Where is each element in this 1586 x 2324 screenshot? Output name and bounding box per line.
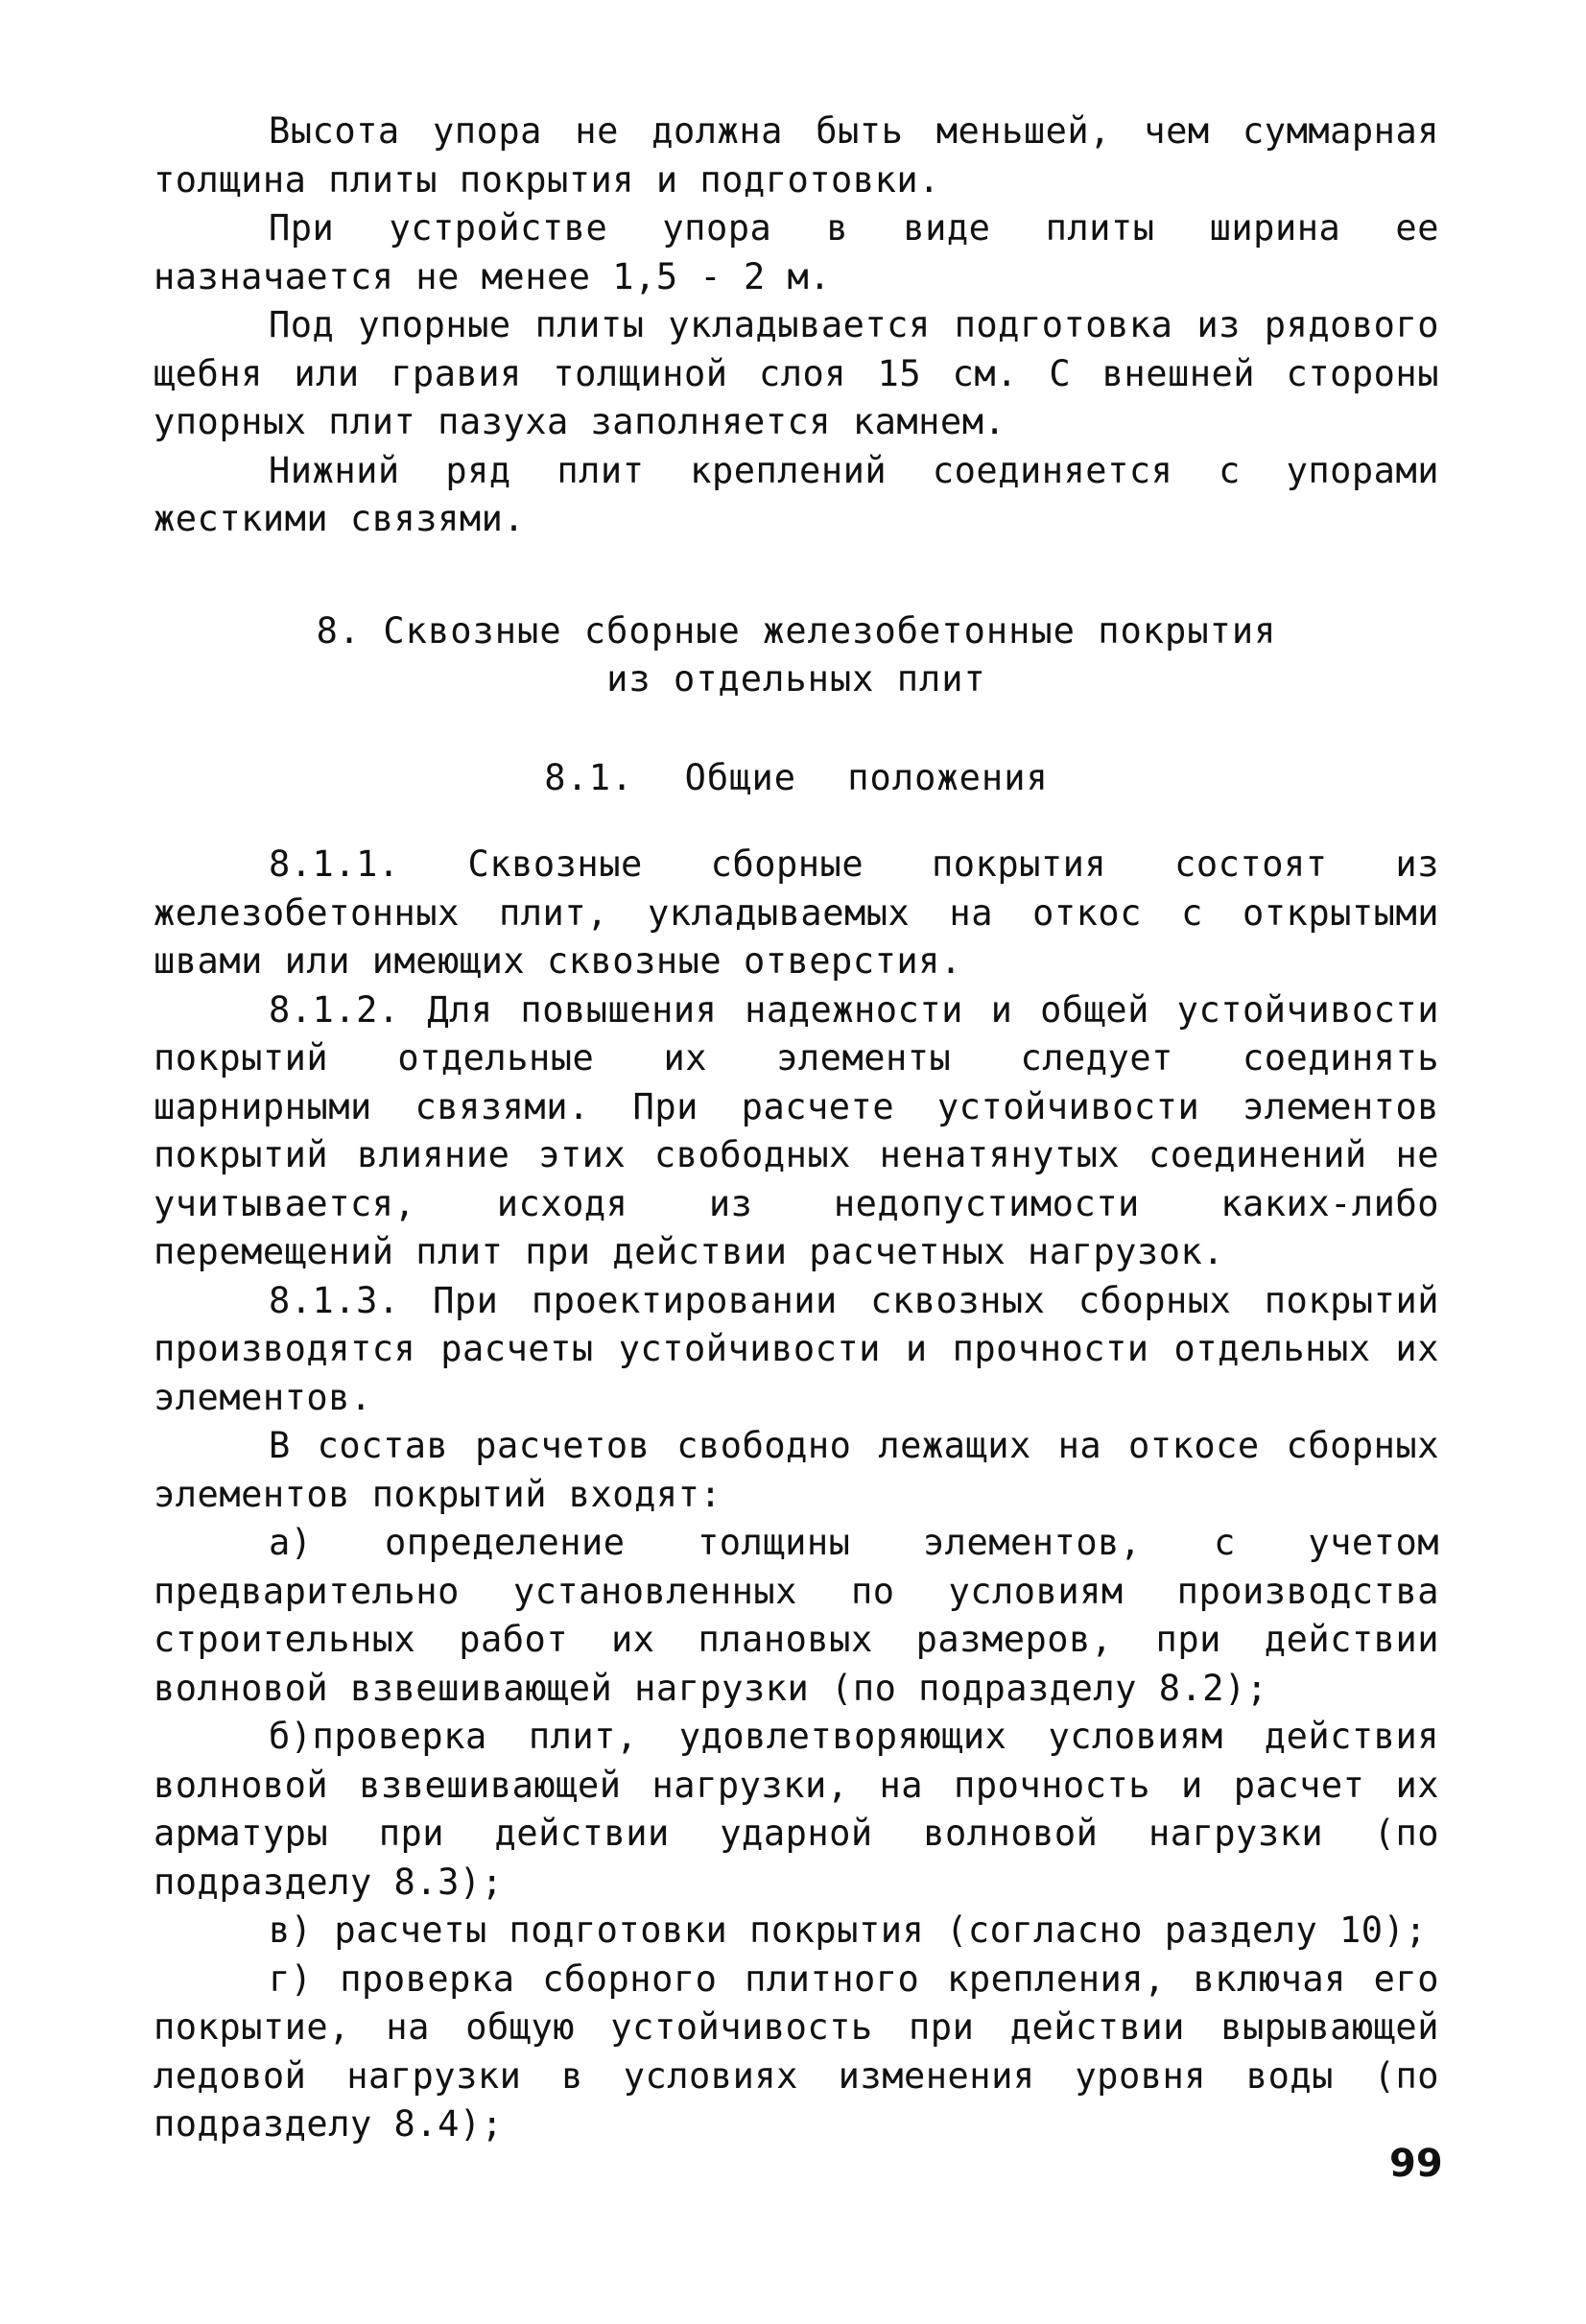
paragraph-8-1-1: 8.1.1. Сквозные сборные покрытия состоят из железобетонных плит, укладываемых на откос с открытыми швами или имеющих сквозные отверстия. [154,843,1439,982]
paragraph-8-1-2: 8.1.2. Для повышения надежности и общей устойчивости покрытий отдельные их элементы следует соединять шарнирными связями. При расчете устойчивости элементов покрытий влияние этих свободных ненатянутых соединений не учитывается, исходя из недопустимости каких-либо перемещений плит при действии расчетных нагрузок. [154,988,1439,1272]
list-item-g: г) проверка сборного плитного крепления, включая его покрытие, на общую устойчивость при действии вырывающей ледовой нагрузки в условиях изменения уровня воды (по подразделу 8.4); [154,1957,1439,2145]
paragraph-calc-list-intro: В состав расчетов свободно лежащих на откосе сборных элементов покрытий входят: [154,1425,1439,1515]
list-item-a: а) определение толщины элементов, с учетом предварительно установленных по условиям производства строительных работ их плановых размеров, при действии волновой взвешивающей нагрузки (по подразделу 8.2); [154,1522,1439,1709]
section-heading-line-2: из отдельных плит [606,658,986,700]
paragraph-8-1-3: 8.1.3. При проектировании сквозных сборных покрытий производятся расчеты устойчивости и прочности отдельных их элементов. [154,1279,1439,1418]
section-heading [154,607,1439,704]
paragraph-intro-2: При устройстве упора в виде плиты ширина ее назначается не менее 1,5 - 2 м. [154,207,1439,297]
page-number: 99 [1389,2142,1443,2186]
section-heading-line-1: 8. Сквозные сборные железобетонные покрытия [316,609,1277,652]
paragraph-intro-3: Под упорные плиты укладывается подготовка из рядового щебня или гравия толщиной слоя 15 см. С внешней стороны упорных плит пазуха заполняется камнем. [154,304,1439,442]
subsection-heading: 8.1. Общие положения [544,756,1049,798]
paragraph-intro-1: Высота упора не должна быть меньшей, чем суммарная толщина плиты покрытия и подготовки. [154,110,1439,201]
page-body [154,107,1439,2149]
list-item-b: б)проверка плит, удовлетворяющих условиям действия волновой взвешивающей нагрузки, на прочность и расчет их арматуры при действии ударной волновой нагрузки (по подразделу 8.3); [154,1716,1439,1903]
paragraph-intro-4: Нижний ряд плит креплений соединяется с упорами жесткими связями. [154,449,1439,539]
list-item-v: в) расчеты подготовки покрытия (согласно разделу 10); [269,1909,1428,1951]
